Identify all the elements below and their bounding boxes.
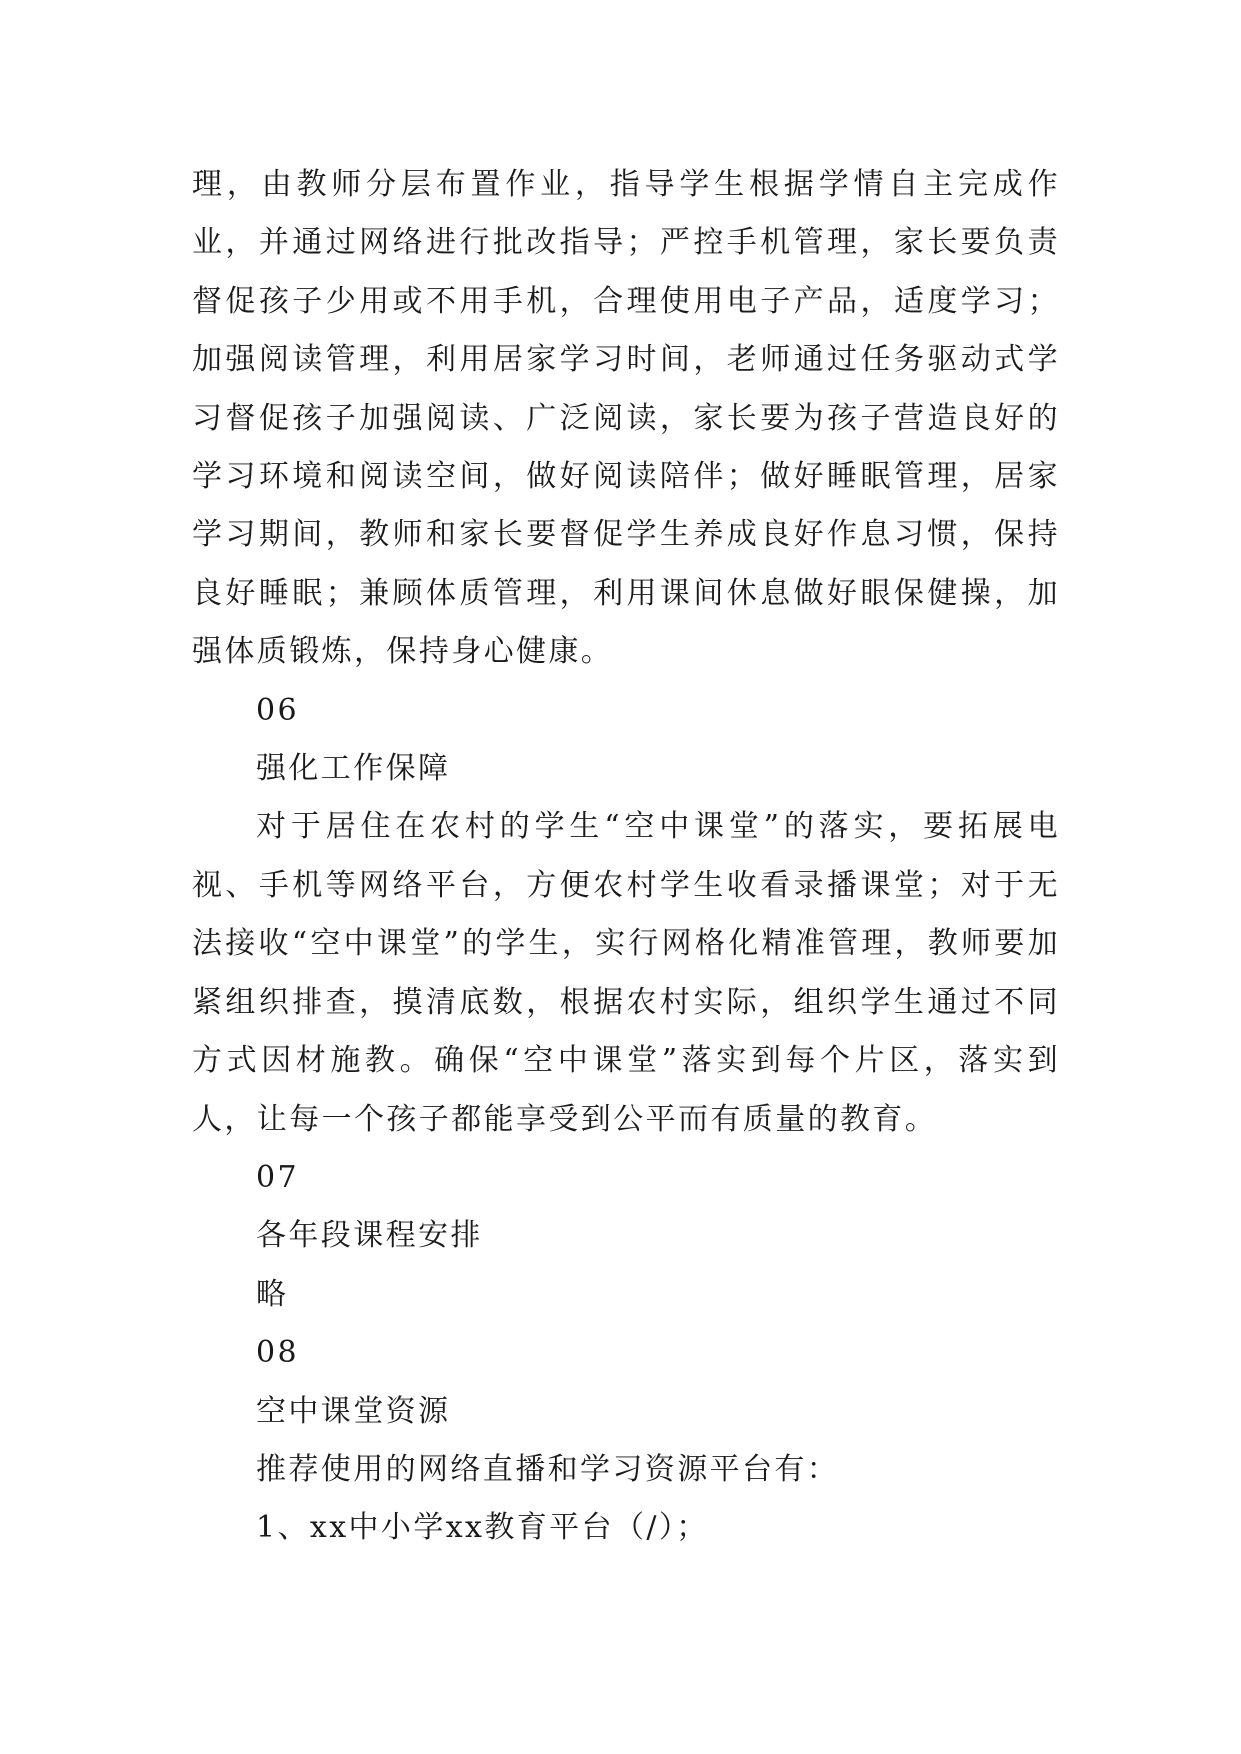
paragraph-omitted: 略 bbox=[256, 1276, 289, 1312]
section-number-08: 08 bbox=[256, 1335, 299, 1371]
section-heading-course-schedule: 各年段课程安排 bbox=[256, 1218, 483, 1254]
paragraph-homework-management: 理，由教师分层布置作业，指导学生根据学情自主完成作业，并通过网络进行批改指导；严控手机管理，家长要负责督促孩子少用或不用手机，合理使用电子产品，适度学习；加强阅读管理，利用居家学习时间，老师通过任务驱动式学习督促孩子加强阅读、广泛阅读，家长要为孩子营造良好的学习环境和阅读空间，做好阅读陪伴；做好睡眠管理，居家学习期间，教师和家长要督促学生养成良好作息习惯，保持良好睡眠；兼顾体质管理，利用课间休息做好眼保健操，加强体质锻炼，保持身心健康。 bbox=[192, 167, 1060, 670]
document-body bbox=[192, 156, 1060, 1558]
section-number-06: 06 bbox=[256, 692, 299, 728]
section-heading-work-guarantee: 强化工作保障 bbox=[256, 751, 451, 787]
list-item-platform-1: 1、xx中小学xx教育平台（/）； bbox=[256, 1510, 709, 1546]
section-heading-resources: 空中课堂资源 bbox=[256, 1393, 451, 1429]
paragraph-rural-students: 对于居住在农村的学生“空中课堂”的落实，要拓展电视、手机等网络平台，方便农村学生收看录播课堂；对于无法接收“空中课堂”的学生，实行网格化精准管理，教师要加紧组织排查，摸清底数，根据农村实际，组织学生通过不同方式因材施教。确保“空中课堂”落实到每个片区，落实到人，让每一个孩子都能享受到公平而有质量的教育。 bbox=[192, 809, 1060, 1137]
paragraph-recommended-platforms: 推荐使用的网络直播和学习资源平台有： bbox=[256, 1451, 840, 1487]
section-number-07: 07 bbox=[256, 1159, 299, 1195]
